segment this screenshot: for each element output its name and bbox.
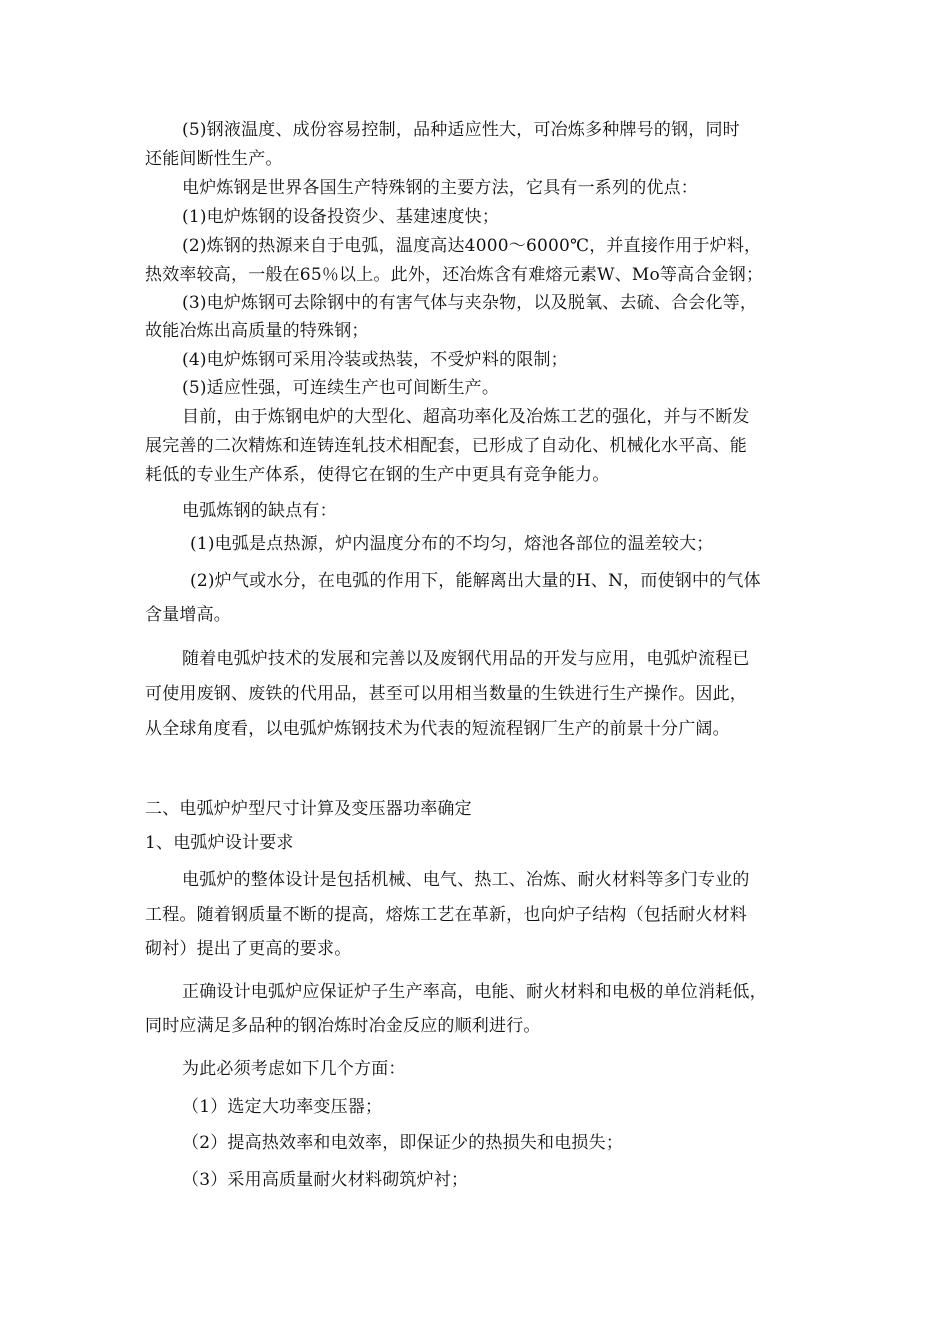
text-line: 从全球角度看，以电弧炉炼钢技术为代表的短流程钢厂生产的前景十分广阔。 (145, 719, 730, 739)
text-line: 展完善的二次精炼和连铸连轧技术相配套，已形成了自动化、机械化水平高、能 (145, 436, 747, 456)
text-line: 含量增高。 (145, 605, 231, 625)
text-line: 目前，由于炼钢电炉的大型化、超高功率化及冶炼工艺的强化，并与不断发 (182, 407, 750, 427)
text-line: 正确设计电弧炉应保证炉子生产率高，电能、耐火材料和电极的单位消耗低， (182, 982, 767, 1002)
text-line: (1)电弧是点热源，炉内温度分布的不均匀，熔池各部位的温差较大； (190, 534, 714, 554)
text-line: 耗低的专业生产体系，使得它在钢的生产中更具有竞争能力。 (145, 465, 610, 485)
text-line: 同时应满足多品种的钢冶炼时冶金反应的顺利进行。 (145, 1016, 541, 1036)
list-item: （3）采用高质量耐火材料砌筑炉衬； (182, 1170, 469, 1190)
text-line: (2)炼钢的热源来自于电弧，温度高达4000～6000℃，并直接作用于炉料， (182, 236, 762, 256)
text-line: 随着电弧炉技术的发展和完善以及废钢代用品的开发与应用，电弧炉流程已 (182, 649, 750, 669)
text-line: 还能间断性生产。 (145, 149, 283, 169)
text-line: 热效率较高，一般在65％以上。此外，还冶炼含有难熔元素W、Mo等高合金钢； (145, 265, 764, 285)
text-line: (2)炉气或水分，在电弧的作用下，能解离出大量的H、N，而使钢中的气体 (190, 571, 761, 591)
text-line: 可使用废钢、废铁的代用品，甚至可以用相当数量的生铁进行生产操作。因此， (145, 684, 747, 704)
text-line: (5)钢液温度、成份容易控制，品种适应性大，可冶炼多种牌号的钢，同时 (182, 120, 740, 140)
text-line: 工程。随着钢质量不断的提高，熔炼工艺在革新，也向炉子结构（包括耐火材料 (145, 905, 747, 925)
subsection-heading: 1、电弧炉设计要求 (145, 833, 294, 853)
text-line: 为此必须考虑如下几个方面： (182, 1059, 406, 1079)
text-line: (1)电炉炼钢的设备投资少、基建速度快； (182, 207, 500, 227)
text-line: (5)适应性强，可连续生产也可间断生产。 (182, 378, 500, 398)
list-item: （2）提高热效率和电效率，即保证少的热损失和电损失； (182, 1133, 624, 1153)
text-line: 砌衬）提出了更高的要求。 (145, 939, 352, 959)
text-line: 故能冶炼出高质量的特殊钢； (145, 321, 369, 341)
text-line: 电弧炼钢的缺点有： (182, 501, 337, 521)
section-heading: 二、电弧炉炉型尺寸计算及变压器功率确定 (145, 799, 472, 819)
text-line: 电炉炼钢是世界各国生产特殊钢的主要方法，它具有一系列的优点： (182, 178, 698, 198)
text-line: (4)电炉炼钢可采用冷装或热装，不受炉料的限制； (182, 350, 568, 370)
text-line: 电弧炉的整体设计是包括机械、电气、热工、冶炼、耐火材料等多门专业的 (182, 870, 750, 890)
text-line: (3)电炉炼钢可去除钢中的有害气体与夹杂物，以及脱氧、去硫、合会化等， (182, 293, 758, 313)
list-item: （1）选定大功率变压器； (182, 1097, 383, 1117)
